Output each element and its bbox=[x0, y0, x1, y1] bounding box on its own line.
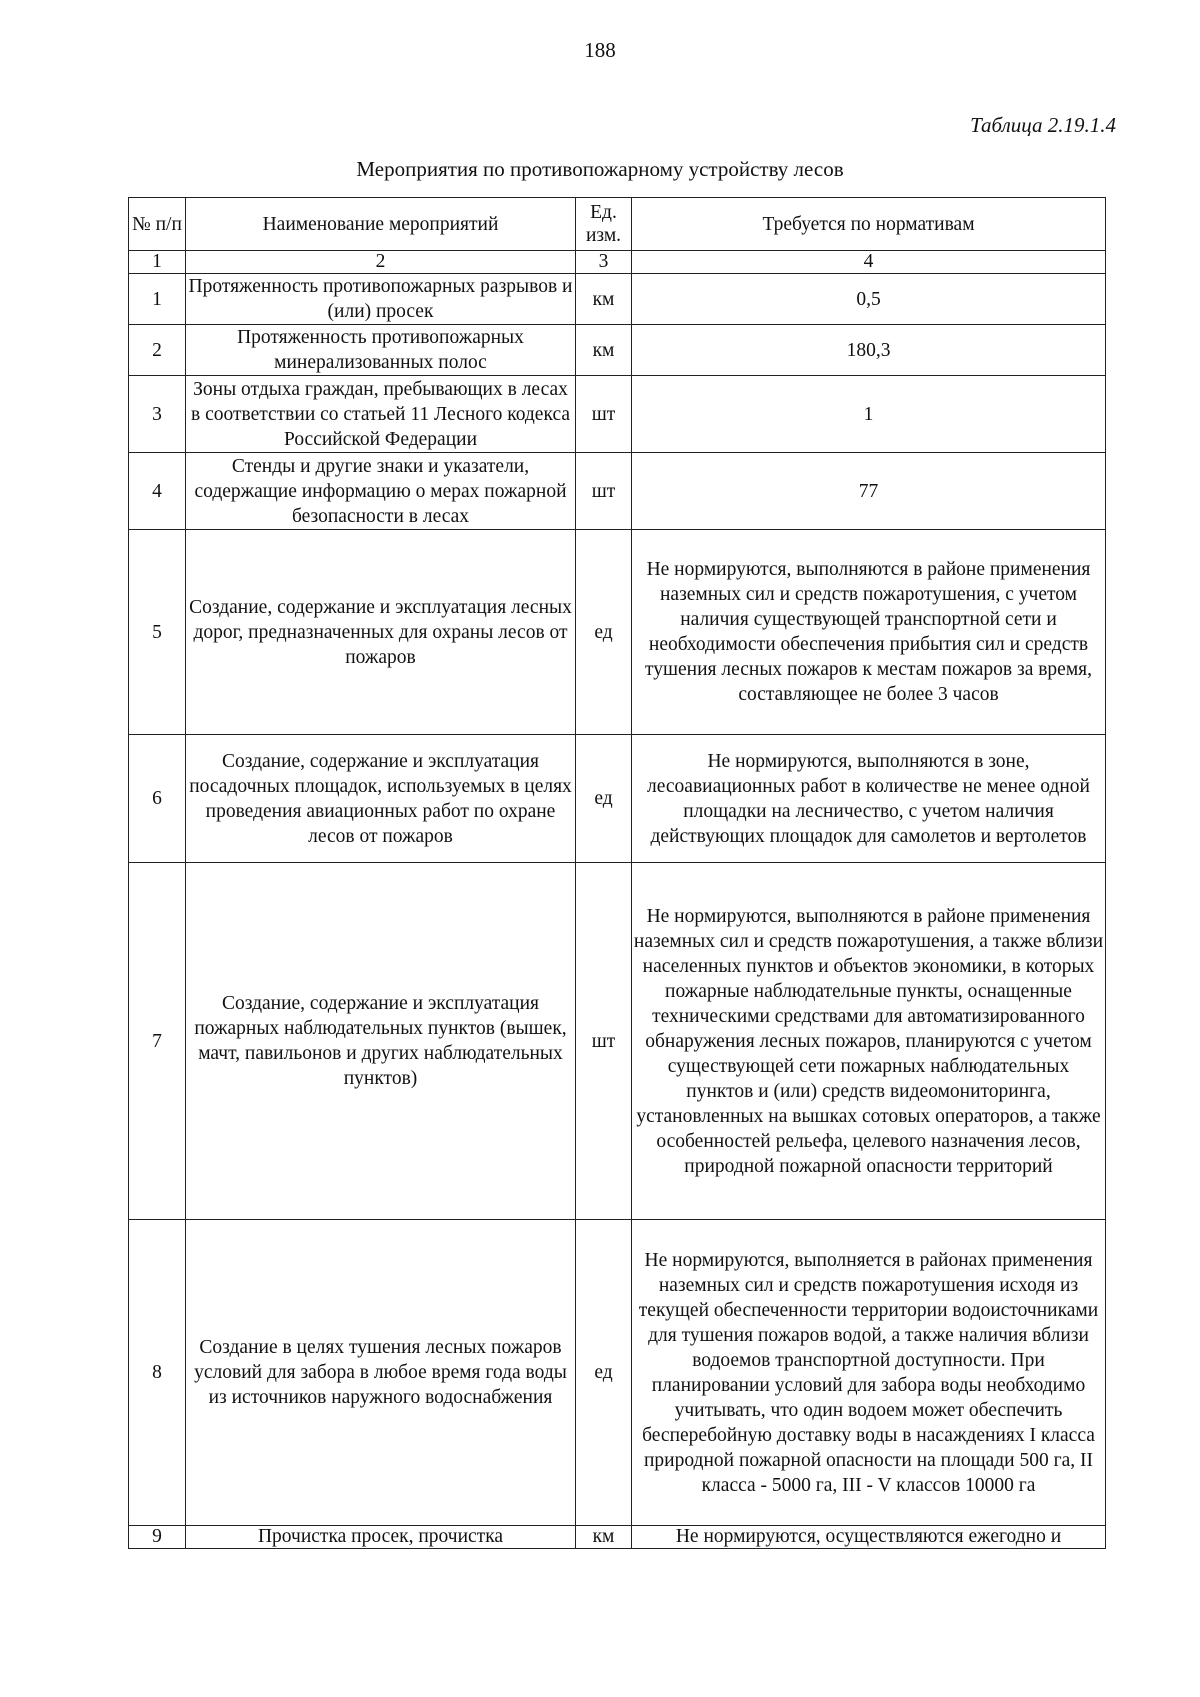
row-required: Не нормируются, выполняется в районах применения наземных сил и средств пожаротушения исходя из текущей обеспеченности территории водоисточниками для тушения пожаров водой, а также наличия вблизи водоемов транспортной доступности. При планировании условий для забора воды необходимо учитывать, что один водоем может обеспечить бесперебойную доставку воды в насаждениях I класса природной пожарной опасности на площади 500 га, II класса - 5000 га, III - V классов 10000 га bbox=[632, 1220, 1106, 1526]
row-required: 1 bbox=[632, 376, 1106, 453]
table-row bbox=[129, 453, 1106, 530]
table-row bbox=[129, 376, 1106, 453]
row-required: Не нормируются, осуществляются ежегодно и bbox=[632, 1526, 1106, 1549]
page-number: 188 bbox=[584, 38, 616, 62]
header-num: № п/п bbox=[129, 198, 186, 251]
table-row bbox=[129, 1220, 1106, 1526]
row-required: 0,5 bbox=[632, 274, 1106, 325]
row-name: Стенды и другие знаки и указатели, содержащие информацию о мерах пожарной безопасности в лесах bbox=[186, 453, 576, 530]
row-unit: км bbox=[576, 274, 632, 325]
row-name: Создание, содержание и эксплуатация посадочных площадок, используемых в целях проведения авиационных работ по охране лесов от пожаров bbox=[186, 735, 576, 863]
table-row bbox=[129, 863, 1106, 1220]
table-row bbox=[129, 325, 1106, 376]
column-number: 4 bbox=[632, 251, 1106, 274]
column-number-row bbox=[129, 251, 1106, 274]
table-title: Мероприятия по противопожарному устройству лесов bbox=[356, 157, 844, 181]
row-num: 1 bbox=[129, 274, 186, 325]
header-required: Требуется по нормативам bbox=[632, 198, 1106, 251]
row-unit: км bbox=[576, 325, 632, 376]
table-caption: Таблица 2.19.1.4 bbox=[970, 113, 1116, 137]
row-num: 7 bbox=[129, 863, 186, 1220]
table-row bbox=[129, 735, 1106, 863]
row-name: Создание в целях тушения лесных пожаров условий для забора в любое время года воды из источников наружного водоснабжения bbox=[186, 1220, 576, 1526]
row-num: 9 bbox=[129, 1526, 186, 1549]
row-unit: км bbox=[576, 1526, 632, 1549]
table-row bbox=[129, 1526, 1106, 1549]
row-unit: шт bbox=[576, 453, 632, 530]
header-unit: Ед. изм. bbox=[576, 198, 632, 251]
row-name: Создание, содержание и эксплуатация пожарных наблюдательных пунктов (вышек, мачт, павильонов и других наблюдательных пунктов) bbox=[186, 863, 576, 1220]
row-name: Зоны отдыха граждан, пребывающих в лесах в соответствии со статьей 11 Лесного кодекса Российской Федерации bbox=[186, 376, 576, 453]
row-name: Прочистка просек, прочистка bbox=[186, 1526, 576, 1549]
row-name: Протяженность противопожарных минерализованных полос bbox=[186, 325, 576, 376]
row-num: 2 bbox=[129, 325, 186, 376]
fire-prevention-table bbox=[128, 197, 1106, 1549]
row-unit: шт bbox=[576, 863, 632, 1220]
row-name: Создание, содержание и эксплуатация лесных дорог, предназначенных для охраны лесов от пожаров bbox=[186, 530, 576, 735]
table-header-row bbox=[129, 198, 1106, 251]
row-required: Не нормируются, выполняются в зоне, лесоавиационных работ в количестве не менее одной площадки на лесничество, с учетом наличия действующих площадок для самолетов и вертолетов bbox=[632, 735, 1106, 863]
column-number: 1 bbox=[129, 251, 186, 274]
row-num: 5 bbox=[129, 530, 186, 735]
row-num: 8 bbox=[129, 1220, 186, 1526]
row-num: 4 bbox=[129, 453, 186, 530]
row-unit: ед bbox=[576, 735, 632, 863]
row-name: Протяженность противопожарных разрывов и (или) просек bbox=[186, 274, 576, 325]
row-required: Не нормируются, выполняются в районе применения наземных сил и средств пожаротушения, а также вблизи населенных пунктов и объектов экономики, в которых пожарные наблюдательные пункты, оснащенные техническими средствами для автоматизированного обнаружения лесных пожаров, планируются с учетом существующей сети пожарных наблюдательных пунктов и (или) средств видеомониторинга, установленных на вышках сотовых операторов, а также особенностей рельефа, целевого назначения лесов, природной пожарной опасности территорий bbox=[632, 863, 1106, 1220]
row-unit: ед bbox=[576, 530, 632, 735]
row-required: Не нормируются, выполняются в районе применения наземных сил и средств пожаротушения, с учетом наличия существующей транспортной сети и необходимости обеспечения прибытия сил и средств тушения лесных пожаров к местам пожаров за время, составляющее не более 3 часов bbox=[632, 530, 1106, 735]
header-name: Наименование мероприятий bbox=[186, 198, 576, 251]
row-unit: ед bbox=[576, 1220, 632, 1526]
row-num: 3 bbox=[129, 376, 186, 453]
table-row bbox=[129, 274, 1106, 325]
table-row bbox=[129, 530, 1106, 735]
row-unit: шт bbox=[576, 376, 632, 453]
row-required: 77 bbox=[632, 453, 1106, 530]
row-num: 6 bbox=[129, 735, 186, 863]
row-required: 180,3 bbox=[632, 325, 1106, 376]
column-number: 2 bbox=[186, 251, 576, 274]
column-number: 3 bbox=[576, 251, 632, 274]
